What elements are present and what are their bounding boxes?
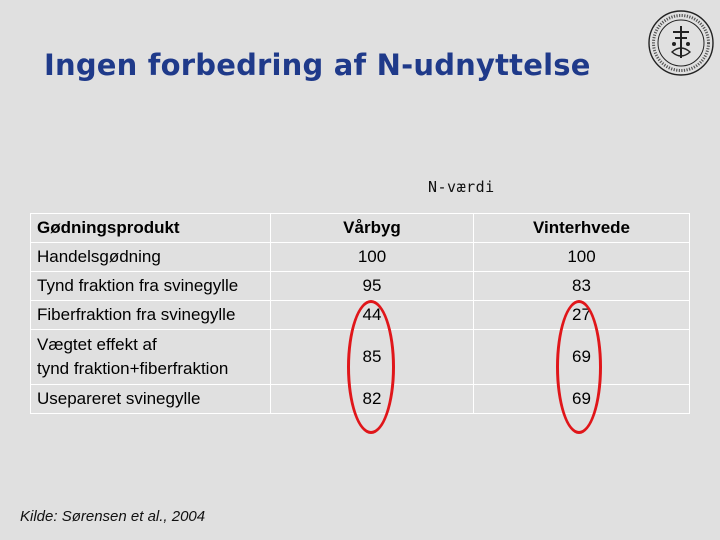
- varbyg-cell: 100: [271, 243, 474, 272]
- vinterhvede-cell: 27: [474, 301, 690, 330]
- university-seal-icon: [646, 8, 716, 78]
- table-subheading: N-værdi: [428, 178, 495, 196]
- vinterhvede-cell: 69: [474, 385, 690, 414]
- varbyg-cell: 95: [271, 272, 474, 301]
- product-cell: Usepareret svinegylle: [31, 385, 271, 414]
- header-product: Gødningsprodukt: [31, 214, 271, 243]
- vinterhvede-cell: 100: [474, 243, 690, 272]
- table-header-row: [31, 214, 690, 243]
- slide-title: Ingen forbedring af N-udnyttelse: [44, 48, 591, 82]
- header-vinterhvede: Vinterhvede: [474, 214, 690, 243]
- header-varbyg: Vårbyg: [271, 214, 474, 243]
- varbyg-cell: 85: [271, 330, 474, 385]
- product-line: tynd fraktion+fiberfraktion: [37, 359, 229, 378]
- source-citation: Kilde: Sørensen et al., 2004: [20, 508, 206, 525]
- vinterhvede-cell: 69: [474, 330, 690, 385]
- varbyg-cell: 44: [271, 301, 474, 330]
- highlight-circle-vinterhvede: [556, 300, 602, 434]
- varbyg-cell: 82: [271, 385, 474, 414]
- product-line: Vægtet effekt af: [37, 335, 157, 354]
- table-row: [31, 243, 690, 272]
- table-row: [31, 272, 690, 301]
- highlight-circle-varbyg: [347, 300, 395, 434]
- product-cell: Handelsgødning: [31, 243, 271, 272]
- product-cell: Tynd fraktion fra svinegylle: [31, 272, 271, 301]
- product-cell: [31, 330, 271, 385]
- product-cell: Fiberfraktion fra svinegylle: [31, 301, 271, 330]
- vinterhvede-cell: 83: [474, 272, 690, 301]
